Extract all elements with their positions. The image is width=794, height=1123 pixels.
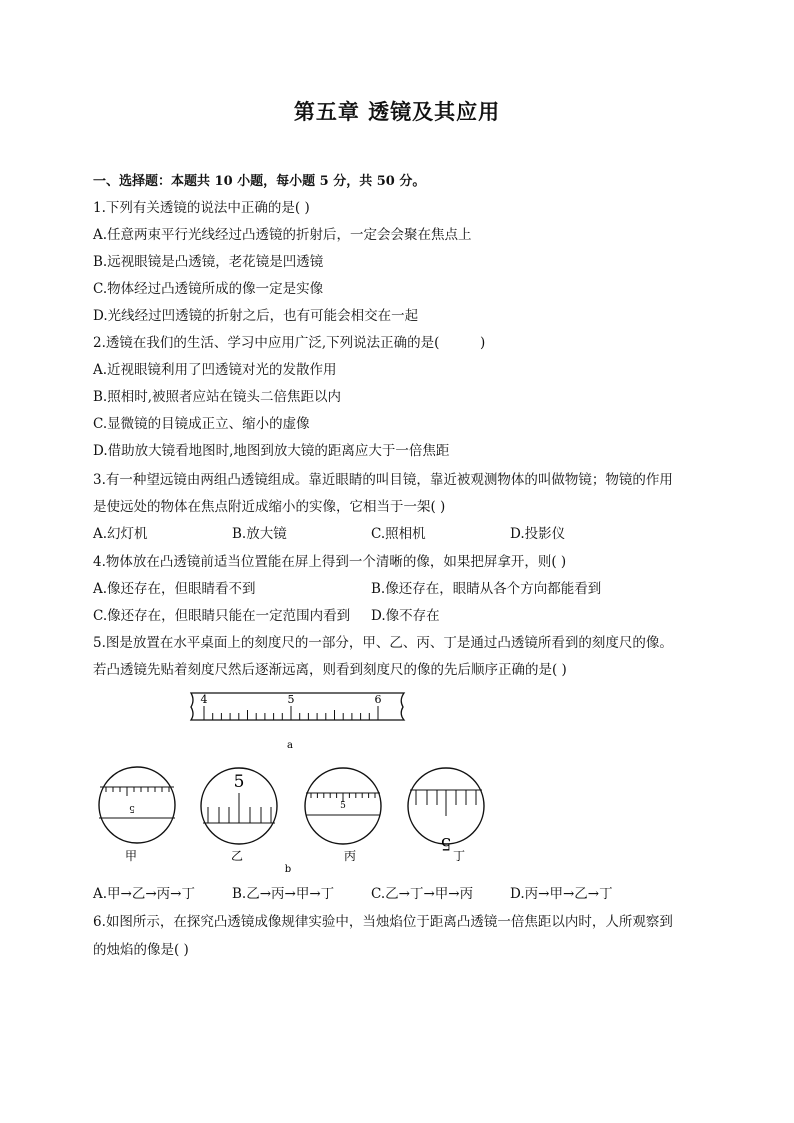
ruler-figure <box>191 693 404 751</box>
ruler-label-6: 6 <box>374 693 382 706</box>
q2-option-a: A.近视眼镜利用了凹透镜对光的发散作用 <box>93 362 337 378</box>
section-heading: 一、选择题：本题共 10 小题，每小题 5 分，共 50 分。 <box>93 174 426 189</box>
lens-ding <box>408 768 484 863</box>
q2-stem: 2.透镜在我们的生活、学习中应用广泛,下列说法正确的是( ) <box>93 335 486 351</box>
q1-option-c: C.物体经过凸透镜所成的像一定是实像 <box>93 281 324 297</box>
figure-label-b: b <box>284 864 292 875</box>
lens-jia <box>99 767 175 863</box>
q5-stem-line1: 5.图是放置在水平桌面上的刻度尺的一部分，甲、乙、丙、丁是通过凸透镜所看到的刻度尺的像。 <box>93 635 673 651</box>
lens-bing-number: 5 <box>340 801 346 811</box>
q1-option-a: A.任意两束平行光线经过凸透镜的折射后，一定会会聚在焦点上 <box>93 227 472 243</box>
q5-stem-line2: 若凸透镜先贴着刻度尺然后逐渐远离，则看到刻度尺的像的先后顺序正确的是( ) <box>93 662 567 678</box>
q2-option-b: B.照相时,被照者应站在镜头二倍焦距以内 <box>93 389 342 405</box>
q4-option-d: D.像不存在 <box>371 608 440 624</box>
lens-yi <box>201 768 277 863</box>
q3-option-c: C.照相机 <box>371 526 426 542</box>
q1-option-b: B.远视眼镜是凸透镜，老花镜是凹透镜 <box>93 254 324 270</box>
q4-option-b: B.像还存在，眼睛从各个方向都能看到 <box>371 581 602 597</box>
q5-option-c: C.乙→丁→甲→丙 <box>371 886 474 902</box>
ruler-label-5: 5 <box>287 693 295 706</box>
q4-option-c: C.像还存在，但眼睛只能在一定范围内看到 <box>93 608 351 624</box>
q3-option-d: D.投影仪 <box>510 526 566 542</box>
q3-option-b: B.放大镜 <box>232 526 287 542</box>
q4-stem: 4.物体放在凸透镜前适当位置能在屏上得到一个清晰的像，如果把屏拿开，则( ) <box>93 554 567 570</box>
q6-stem-line1: 6.如图所示，在探究凸透镜成像规律实验中，当烛焰位于距离凸透镜一倍焦距以内时，人所观察到 <box>93 914 673 930</box>
ruler-ticks <box>204 706 378 720</box>
q5-option-b: B.乙→丙→甲→丁 <box>232 886 335 902</box>
lens-jia-label: 甲 <box>124 849 138 863</box>
q1-stem: 1.下列有关透镜的说法中正确的是( ) <box>93 200 310 216</box>
q3-stem-line2: 是使远处的物体在焦点附近成缩小的实像，它相当于一架( ) <box>93 499 446 515</box>
page-title: 第五章 透镜及其应用 <box>293 99 501 124</box>
q1-option-d: D.光线经过凹透镜的折射之后，也有可能会相交在一起 <box>93 308 419 324</box>
q6-stem-line2: 的烛焰的像是( ) <box>93 942 189 958</box>
lens-jia-number: 5 <box>129 803 135 813</box>
q3-stem-line1: 3.有一种望远镜由两组凸透镜组成。靠近眼睛的叫目镜，靠近被观测物体的叫做物镜；物镜的作用 <box>93 472 673 488</box>
q2-option-d: D.借助放大镜看地图时,地图到放大镜的距离应大于一倍焦距 <box>93 443 450 459</box>
lens-bing-label: 丙 <box>343 849 357 863</box>
lens-ding-number: 5 <box>440 833 452 853</box>
lens-ding-label: 丁 <box>452 849 466 863</box>
q2-option-c: C.显微镜的目镜成正立、缩小的虚像 <box>93 416 310 432</box>
q4-option-a: A.像还存在，但眼睛看不到 <box>93 581 256 597</box>
ruler-label-4: 4 <box>200 693 208 706</box>
q5-option-d: D.丙→甲→乙→丁 <box>510 886 613 902</box>
q5-option-a: A.甲→乙→丙→丁 <box>93 886 195 902</box>
q3-option-a: A.幻灯机 <box>93 526 148 542</box>
figure-label-a: a <box>287 740 293 751</box>
lens-bing <box>305 768 381 863</box>
lens-yi-label: 乙 <box>230 849 244 863</box>
lens-yi-number: 5 <box>233 772 245 792</box>
